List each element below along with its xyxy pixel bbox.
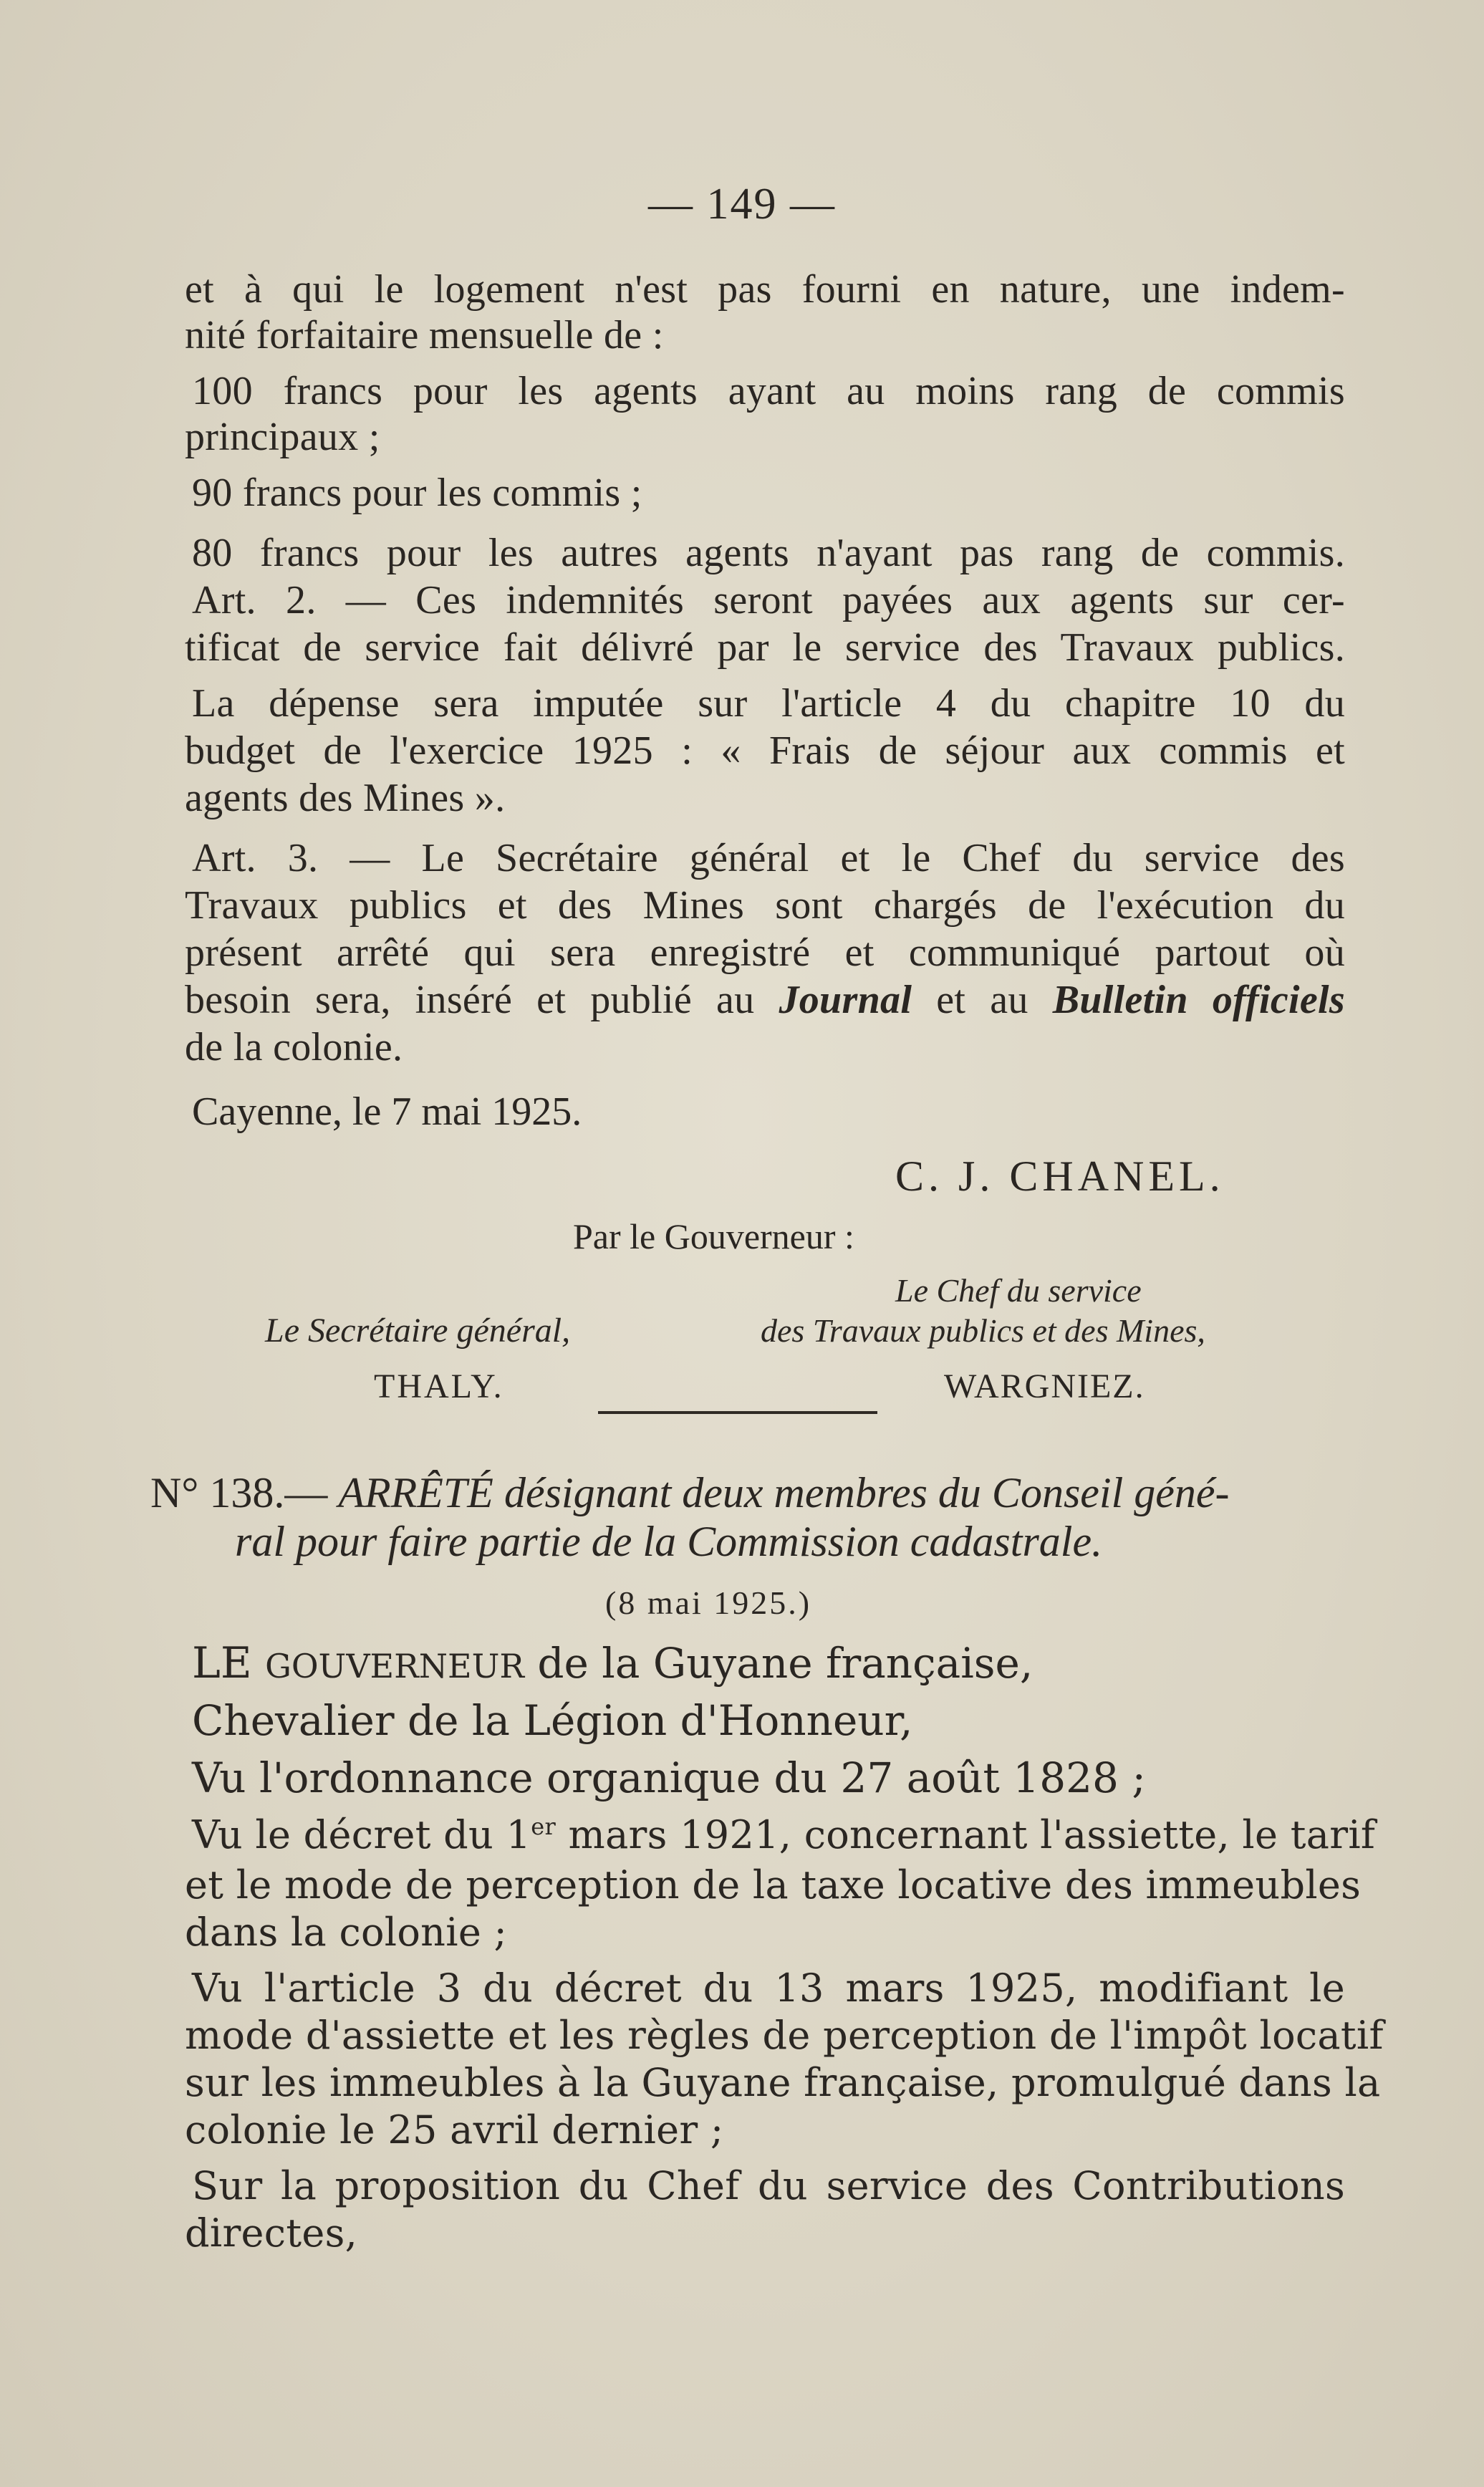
text-line: tificat de service fait délivré par le service des Travaux publics. (185, 625, 1345, 670)
journal-title: Journal (779, 978, 912, 1022)
text-line: agents des Mines ». (185, 776, 506, 820)
text-line: Vu l'article 3 du décret du 13 mars 1925, modifiant le (192, 1966, 1345, 2011)
gouverneur-word: GOUVERNEUR (265, 1647, 524, 1685)
place-date: Cayenne, le 7 mai 1925. (192, 1089, 582, 1134)
text-line: colonie le 25 avril dernier ; (185, 2107, 724, 2152)
text-line: 90 francs pour les commis ; (192, 471, 642, 515)
arrete-number: N° 138.— (150, 1469, 328, 1516)
signature: C. J. CHANEL. (895, 1153, 1225, 1200)
text-line: dans la colonie ; (185, 1910, 508, 1955)
text-line: 100 francs pour les agents ayant au moins rang de commis (192, 369, 1345, 413)
text-line: et le mode de perception de la taxe locative des immeubles (185, 1862, 1362, 1908)
text-line: Art. 2. — Ces indemnités seront payées aux agents sur cer- (192, 578, 1345, 622)
text-line: Vu l'ordonnance organique du 27 août 1828 ; (192, 1754, 1146, 1802)
arrete-title-cont: ral pour faire partie de la Commission cadastrale. (235, 1518, 1103, 1565)
arrete-heading-line1 (150, 1470, 1345, 1516)
text-segment: de la Guyane française, (524, 1639, 1034, 1688)
arrete-title: ARRÊTÉ désignant deux membres du Conseil géné- (338, 1469, 1230, 1516)
text-line: mode d'assiette et les règles de perception de l'impôt locatif (185, 2013, 1384, 2058)
gouverneur-line (192, 1640, 1033, 1689)
secretaire-name: THALY. (374, 1367, 504, 1405)
text-line: budget de l'exercice 1925 : « Frais de séjour aux commis et (185, 728, 1345, 773)
chef-name: WARGNIEZ. (944, 1367, 1145, 1405)
section-divider (598, 1411, 877, 1414)
text-segment: et au (912, 978, 1053, 1022)
chef-service-title: Le Chef du service (895, 1272, 1142, 1309)
text-line: de la colonie. (185, 1025, 403, 1069)
text-line: Travaux publics et des Mines sont chargés de l'exécution du (185, 883, 1345, 928)
text-line-journal (185, 977, 1345, 1023)
bulletin-title: Bulletin officiels (1052, 978, 1345, 1022)
text-line: Sur la proposition du Chef du service des Contributions (192, 2163, 1345, 2208)
text-line: sur les immeubles à la Guyane française, promulgué dans la (185, 2060, 1381, 2105)
chef-service-title-2: des Travaux publics et des Mines, (761, 1312, 1205, 1349)
text-line: principaux ; (185, 415, 380, 459)
text-line: Art. 3. — Le Secrétaire général et le Chef du service des (192, 836, 1345, 880)
par-le-gouverneur: Par le Gouverneur : (573, 1216, 854, 1256)
text-line: 80 francs pour les autres agents n'ayant pas rang de commis. (192, 531, 1345, 575)
text-segment: besoin sera, inséré et publié au (185, 978, 779, 1022)
text-line-decret: Vu le décret du 1er mars 1921, concernant l'assiette, le tarif (192, 1812, 1376, 1857)
text-line: nité forfaitaire mensuelle de : (185, 313, 664, 357)
secretaire-title: Le Secrétaire général, (265, 1312, 571, 1350)
text-line: directes, (185, 2211, 358, 2256)
page-number: — 149 — (648, 180, 836, 229)
le-word: LE (192, 1638, 252, 1688)
text-line: et à qui le logement n'est pas fourni en nature, une indem- (185, 267, 1345, 312)
text-line: La dépense sera imputée sur l'article 4 du chapitre 10 du (192, 681, 1345, 726)
arrete-date: (8 mai 1925.) (605, 1584, 812, 1621)
text-line: présent arrêté qui sera enregistré et communiqué partout où (185, 930, 1345, 975)
text-line: Chevalier de la Légion d'Honneur, (192, 1696, 913, 1745)
